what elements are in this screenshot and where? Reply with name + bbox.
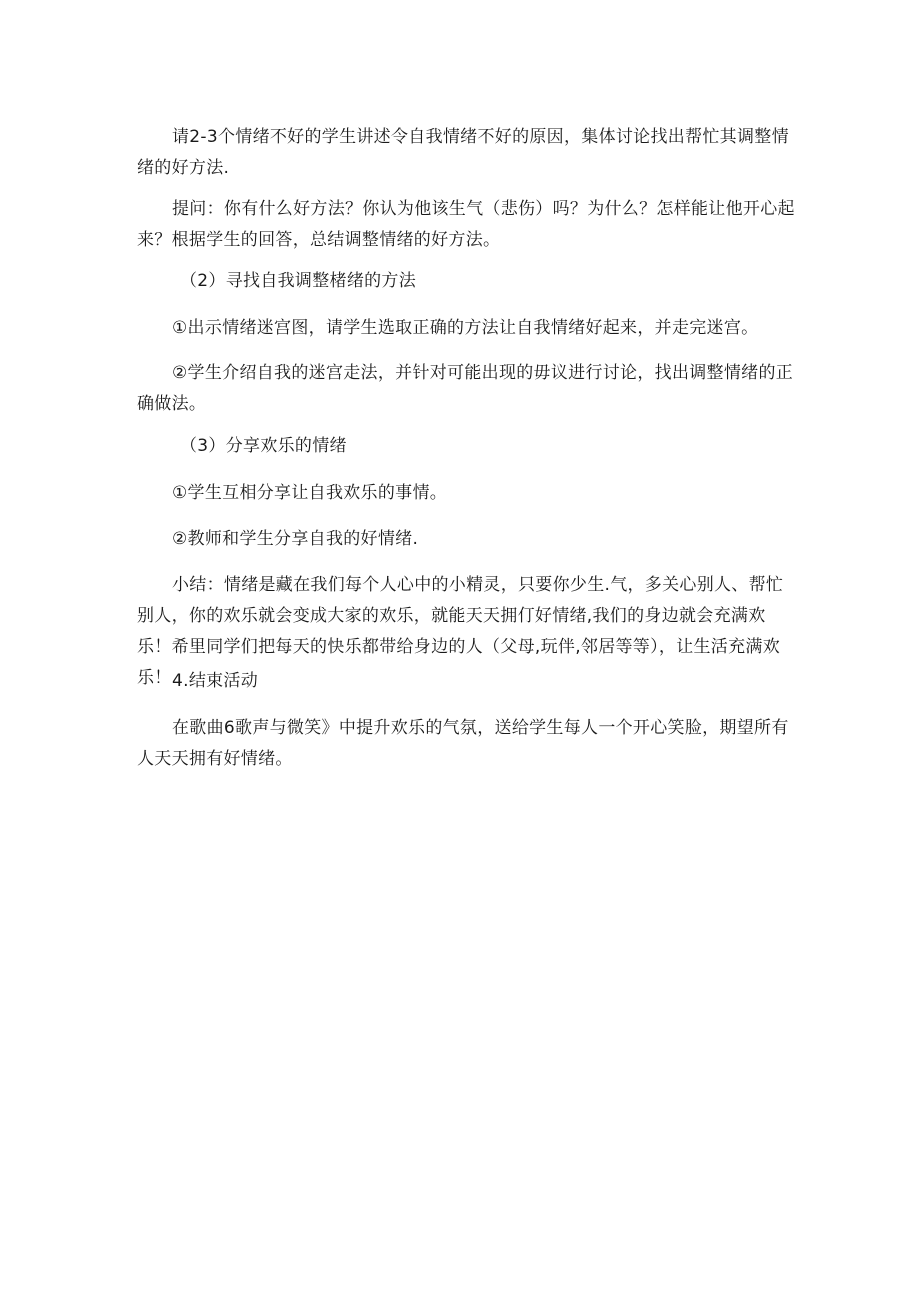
section-heading-3: （3）分享欢乐的情绪: [180, 436, 347, 456]
section-heading-4: 4.结束活动: [172, 671, 259, 691]
paragraph-maze-intro: ①出示情绪迷宫图，请学生选取正确的方法让自我情绪好起来，并走完迷宫。: [172, 318, 759, 338]
paragraph-share-teacher: ②教师和学生分享自我的好情绪.: [172, 529, 419, 549]
paragraph-question: 提问：你有什么好方法？你认为他该生气（悲伤）吗？为什么？怎样能让他开心起来？根据学生的回答，总结调整情绪的好方法。: [137, 199, 795, 250]
paragraph-closing: 在歌曲6歌声与微笑》中提升欢乐的气氛，送给学生每人一个开心笑脸，期望所有人天天拥有好情绪。: [137, 718, 789, 769]
paragraph-summary: 小结：情绪是藏在我们每个人心中的小精灵，只要你少生.气，多关心别人、帮忙别人，你的欢乐就会变成大家的欢乐，就能天天拥仃好情绪,我们的身边就会充满欢乐！希里同学们把每天的快乐都带给身边的人（父母,玩伴,邻居等等），让生活充满欢乐！: [137, 575, 784, 688]
paragraph-maze-discuss: ②学生介绍自我的迷宫走法，并针对可能出现的毋议进行讨论，找出调整情绪的正确做法。: [137, 363, 794, 414]
paragraph-discussion: 请2-3个情绪不好的学生讲述令自我情绪不好的原因，集体讨论找出帮忙其调整情绪的好方法.: [137, 127, 789, 178]
section-heading-2: （2）寻找自我调整楮绪的方法: [180, 271, 417, 291]
paragraph-share-students: ①学生互相分享让自我欢乐的事情。: [172, 483, 448, 503]
